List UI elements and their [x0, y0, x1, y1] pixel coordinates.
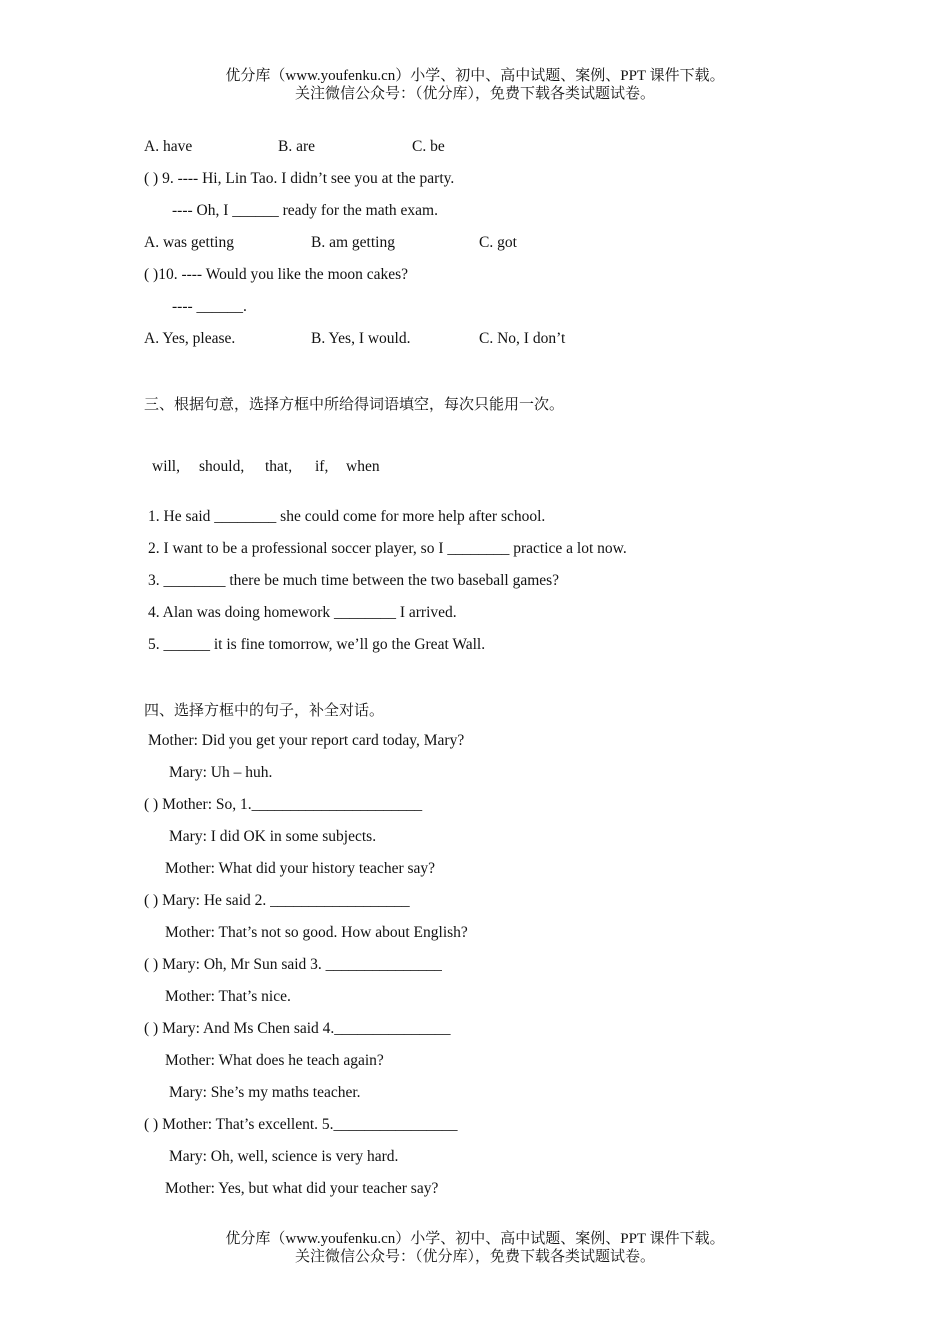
q8-option-b: B. are [278, 138, 316, 155]
dialog-line: Mother: That’s not so good. How about English? [165, 924, 468, 941]
q10-option-c: C. No, I don’t [479, 330, 566, 347]
footer-line-2: 关注微信公众号：（优分库），免费下载各类试题试卷。 [294, 1249, 655, 1265]
q10-stem: ( )10. ---- Would you like the moon cakes? [144, 266, 409, 283]
s3-item-1: 1. He said ________ she could come for more help after school. [148, 508, 546, 525]
q8-option-a: A. have [144, 138, 193, 155]
word-should: should, [199, 458, 245, 475]
word-when: when [346, 458, 380, 475]
dialog-line: Mother: That’s nice. [165, 988, 291, 1005]
dialog-line: Mother: Did you get your report card today, Mary? [148, 732, 465, 749]
dialog-line-blank-3: ( ) Mary: Oh, Mr Sun said 3. _______________ [144, 956, 442, 973]
dialog-line-blank-5: ( ) Mother: That’s excellent. 5.________________ [144, 1116, 458, 1133]
dialog-line: Mary: She’s my maths teacher. [169, 1084, 361, 1101]
s3-item-2: 2. I want to be a professional soccer player, so I ________ practice a lot now. [148, 540, 627, 557]
q10-option-a: A. Yes, please. [144, 330, 236, 347]
s3-item-4: 4. Alan was doing homework ________ I arrived. [148, 604, 457, 621]
footer-line-1: 优分库（www.youfenku.cn）小学、初中、高中试题、案例、PPT 课件下载。 [225, 1231, 725, 1247]
dialog-line: Mary: I did OK in some subjects. [169, 828, 377, 845]
dialog-line: Mary: Oh, well, science is very hard. [169, 1148, 399, 1165]
word-will: will, [152, 458, 180, 475]
q10-option-b: B. Yes, I would. [311, 330, 411, 347]
q9-reply: ---- Oh, I ______ ready for the math exam. [172, 202, 438, 219]
word-that: that, [265, 458, 293, 475]
dialog-line: Mother: What did your history teacher say? [165, 860, 436, 877]
q8-option-c: C. be [412, 138, 445, 155]
header-line-2: 关注微信公众号：（优分库），免费下载各类试题试卷。 [294, 86, 655, 102]
dialog-line: Mother: What does he teach again? [165, 1052, 384, 1069]
dialog-line: Mary: Uh – huh. [169, 764, 273, 781]
section3-title: 三、根据句意，选择方框中所给得词语填空，每次只能用一次。 [144, 395, 565, 413]
dialog-line-blank-4: ( ) Mary: And Ms Chen said 4._______________ [144, 1020, 451, 1037]
header-line-1: 优分库（www.youfenku.cn）小学、初中、高中试题、案例、PPT 课件下载。 [225, 68, 725, 84]
s3-item-3: 3. ________ there be much time between the two baseball games? [148, 572, 560, 589]
page-header [0, 67, 950, 103]
q9-option-c: C. got [479, 234, 517, 251]
q10-reply: ---- ______. [172, 298, 247, 315]
word-if: if, [315, 458, 329, 475]
page-footer [0, 1230, 950, 1266]
q9-stem: ( ) 9. ---- Hi, Lin Tao. I didn’t see you at the party. [144, 170, 455, 187]
dialog-line-blank-2: ( ) Mary: He said 2. __________________ [144, 892, 410, 909]
dialog-line: Mother: Yes, but what did your teacher say? [165, 1180, 439, 1197]
section4-title: 四、选择方框中的句子，补全对话。 [144, 701, 385, 719]
q9-option-a: A. was getting [144, 234, 234, 251]
s3-item-5: 5. ______ it is fine tomorrow, we’ll go the Great Wall. [148, 636, 486, 653]
dialog-line-blank-1: ( ) Mother: So, 1.______________________ [144, 796, 423, 813]
q9-option-b: B. am getting [311, 234, 395, 251]
